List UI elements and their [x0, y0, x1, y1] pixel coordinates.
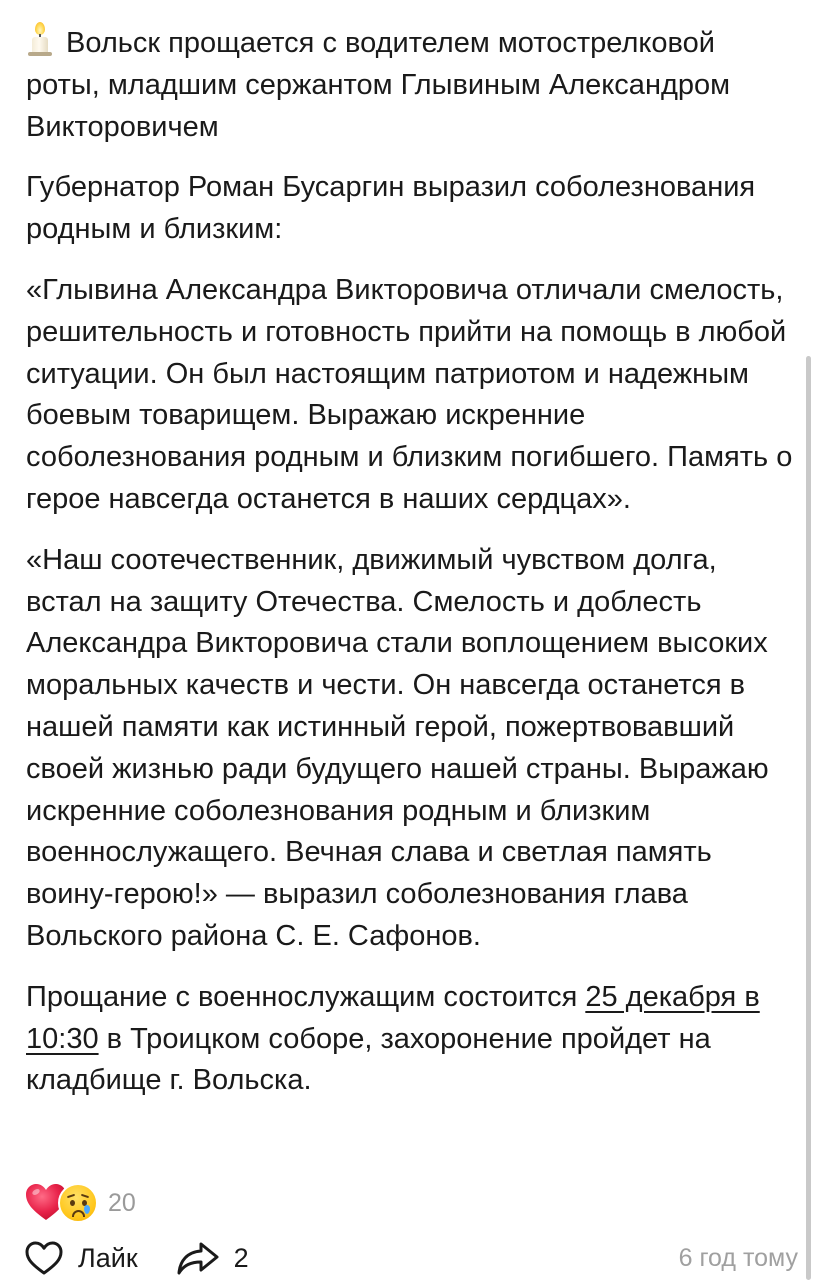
candle-icon [26, 22, 54, 56]
like-label: Лайк [78, 1242, 138, 1273]
farewell-text-end: в Троицком соборе, захоронение пройдет на кладбище г. Вольска. [26, 1022, 711, 1097]
share-button[interactable] [176, 1240, 249, 1276]
post-title-text: Вольск прощается с водителем мотострелковой роты, младшим сержантом Глывиным Александром Викторовичем [26, 27, 731, 143]
post-paragraph: Губернатор Роман Бусаргин выразил соболезнования родным и близким: [26, 171, 756, 246]
share-count: 2 [233, 1242, 249, 1273]
farewell-paragraph [26, 977, 796, 1102]
crying-face-emoji-icon [58, 1183, 98, 1223]
post-paragraph: «Глывина Александра Викторовича отличали смелость, решительность и готовность прийти на помощь в любой ситуации. Он был настоящим патриотом и надежным боевым товарищем. Выражаю искренние соболезнования родным и близким погибшего. Память о герое навсегда останется в наших сердцах». [26, 273, 793, 515]
date-link[interactable]: 25 декабря в 10:30 [26, 980, 760, 1055]
like-button[interactable] [24, 1240, 138, 1276]
post-body [26, 22, 796, 1121]
post-actions-bar [24, 1238, 798, 1278]
reaction-count: 20 [108, 1188, 136, 1217]
share-arrow-icon [176, 1240, 220, 1276]
post-paragraph: «Наш соотечественник, движимый чувством долга, встал на защиту Отечества. Смелость и доблесть Александра Викторовича стали воплощением высоких моральных качеств и чести. Он навсегда останется в нашей памяти как истинный герой, пожертвовавший своей жизнью ради будущего нашей страны. Выражаю искренние соболезнования родным и близким военнослужащего. Вечная слава и светлая память воину-герою!» — выразил соболезнования глава Вольского района С. Е. Сафонов. [26, 543, 769, 952]
scrollbar[interactable] [806, 356, 811, 1280]
heart-outline-icon [24, 1240, 64, 1276]
reactions-summary[interactable] [24, 1180, 136, 1226]
post-title [26, 22, 796, 148]
farewell-text-start: Прощание с военнослужащим состоится [26, 980, 586, 1013]
post-timestamp: 6 год тому [678, 1243, 798, 1272]
